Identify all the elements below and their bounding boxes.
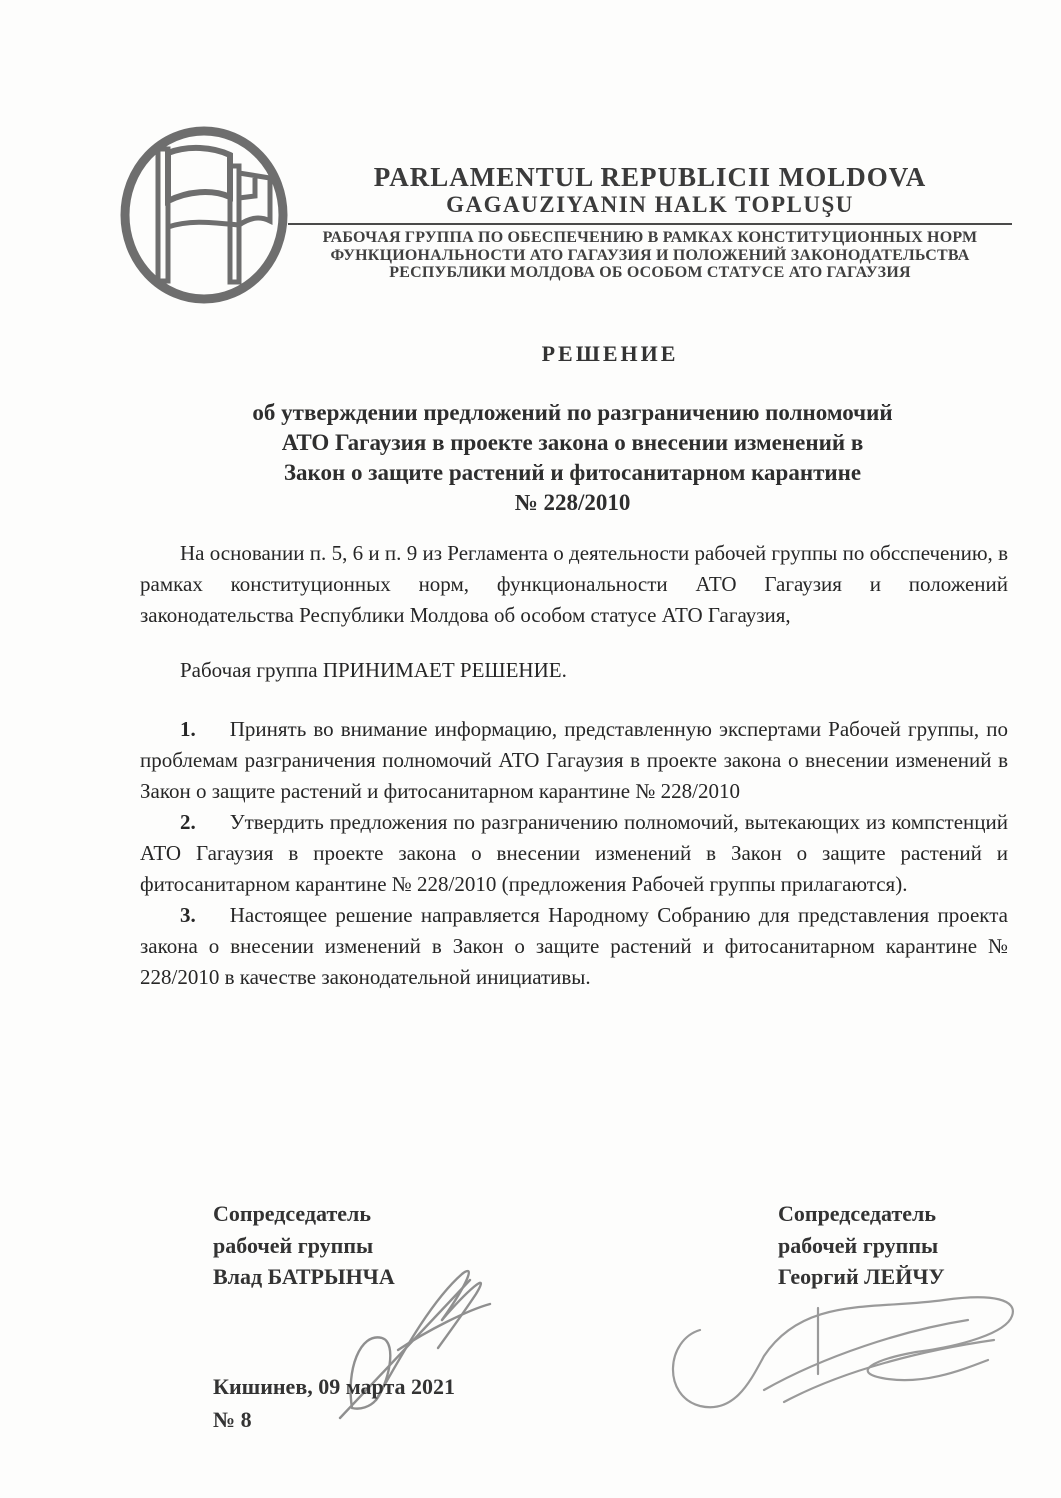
title-line-3: Закон о защите растений и фитосанитарном карантине [283,460,862,485]
document-body [140,538,1008,993]
sig-right-role-2: рабочей группы [778,1232,939,1258]
letterhead-divider [288,223,1012,225]
letterhead [288,162,1012,282]
working-group-line-2: ФУНКЦИОНАЛЬНОСТИ АТО ГАГАУЗИЯ И ПОЛОЖЕНИЙ ЗАКОНОДАТЕЛЬСТВА [330,246,970,264]
document-type-heading: РЕШЕНИЕ [541,341,679,366]
item-text: Принять во внимание информацию, представленную экспертами Рабочей группы, по проблемам разграничения полномочий АТО Гагаузия в проекте закона о внесении изменений в Закон о защите растений и фитосанитарном карантине № 228/2010 [140,717,1008,803]
title-line-1: об утверждении предложений по разграничению полномочий [252,400,893,425]
document-title [150,398,995,518]
sig-right-name: Георгий ЛЕЙЧУ [778,1264,945,1289]
title-line-4: № 228/2010 [514,490,631,515]
org-name-romanian: PARLAMENTUL REPUBLICII MOLDOVA [373,162,927,192]
signature-block-left [213,1198,543,1293]
signature-block-right [778,1198,1061,1293]
sig-left-role-2: рабочей группы [213,1232,374,1258]
title-line-2: АТО Гагаузия в проекте закона о внесении изменений в [281,430,864,455]
item-number: 3. [180,903,196,927]
sig-left-role-1: Сопредседатель [213,1201,372,1226]
sig-left-name: Влад БАТРЫНЧА [213,1264,395,1289]
resolution-intro: Рабочая группа ПРИНИМАЕТ РЕШЕНИЕ. [180,658,567,682]
document-footer [213,1370,455,1436]
document-number: № 8 [213,1407,252,1432]
decision-item-1 [140,714,1008,807]
org-name-gagauz: GAGAUZIYANIN HALK TOPLUŞU [446,192,854,217]
parliament-emblem-icon [116,124,292,308]
item-text: Утвердить предложения по разграничению полномочий, вытекающих из компстенций АТО Гагаузия в проекте закона о внесении изменений в Закон о защите растений и фитосанитарном карантине № 228/2010 (предложения Рабочей группы прилагаются). [140,810,1008,896]
sig-right-role-1: Сопредседатель [778,1201,937,1226]
place-and-date: Кишинев, 09 марта 2021 [213,1374,456,1399]
working-group-line-3: РЕСПУБЛИКИ МОЛДОВА ОБ ОСОБОМ СТАТУСЕ АТО ГАГАУЗИЯ [389,264,911,281]
decision-item-2 [140,807,1008,900]
preamble-paragraph: На основании п. 5, 6 и п. 9 из Регламента о деятельности рабочей группы по обсспечению, в рамках конституционных норм, функциональности АТО Гагаузия и положений законодательства Республики Молдова об особом статусе АТО Гагаузия, [140,541,1008,627]
item-number: 2. [180,810,196,834]
item-text: Настоящее решение направляется Народному Собранию для представления проекта закона о внесении изменений в Закон о защите растений и фитосанитарном карантине № 228/2010 в качестве законодательной инициативы. [140,903,1008,989]
item-number: 1. [180,717,196,741]
handwritten-signature-right-icon [668,1278,1028,1453]
decision-item-3 [140,900,1008,993]
working-group-line-1: РАБОЧАЯ ГРУППА ПО ОБЕСПЕЧЕНИЮ В РАМКАХ КОНСТИТУЦИОННЫХ НОРМ [322,229,978,246]
